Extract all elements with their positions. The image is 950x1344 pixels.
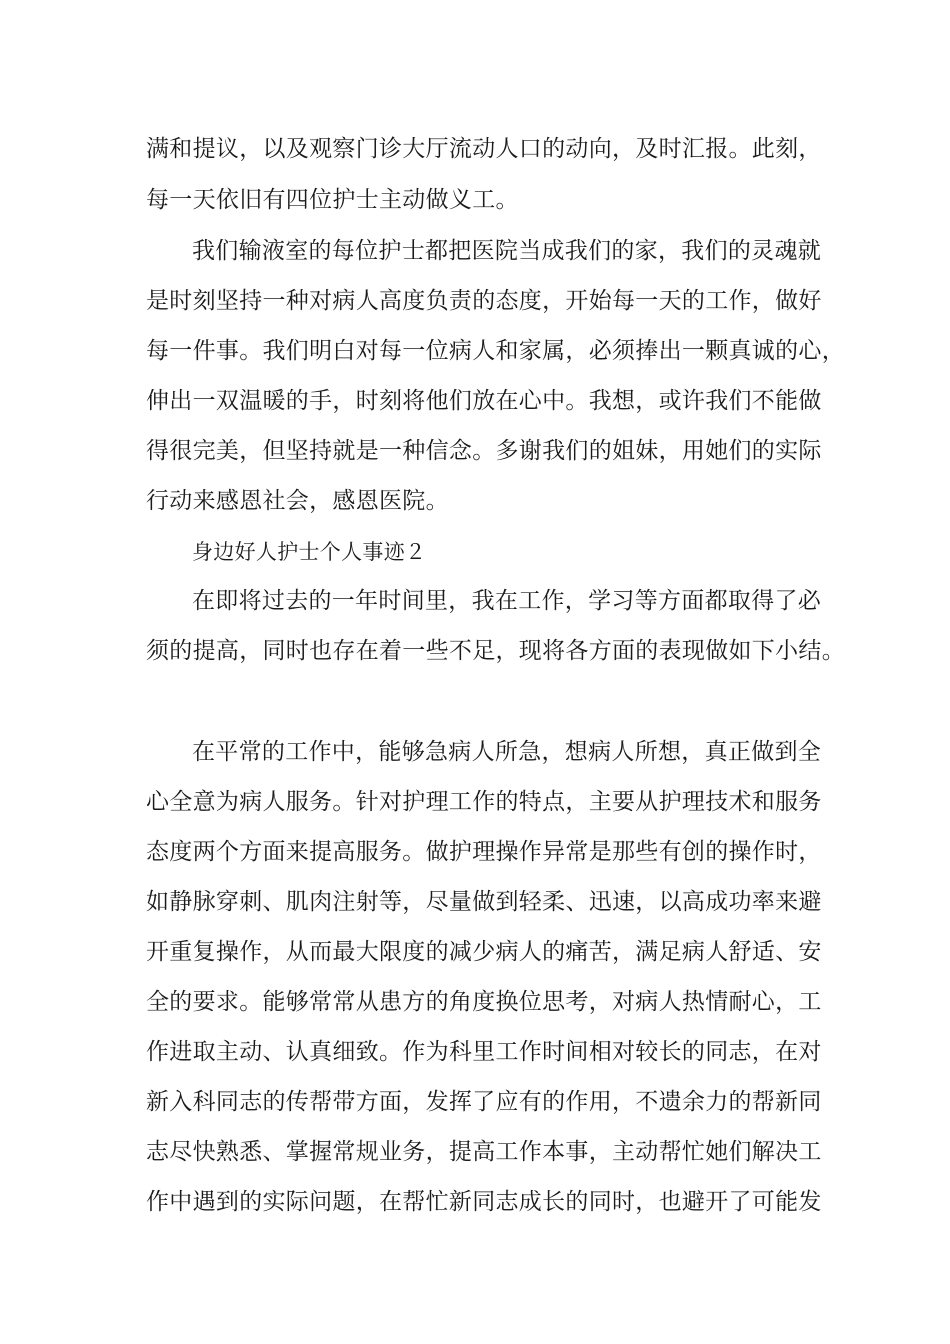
text-line: 全的要求。能够常常从患方的角度换位思考，对病人热情耐心，工 — [146, 989, 822, 1015]
text-line: 志尽快熟悉、掌握常规业务，提高工作本事，主动帮忙她们解决工 — [146, 1139, 822, 1165]
section-heading: 身边好人护士个人事迹２ — [192, 540, 427, 564]
paragraph-first-line: 我们输液室的每位护士都把医院当成我们的家，我们的灵魂就 — [192, 238, 822, 264]
text-line: 新入科同志的传帮带方面，发挥了应有的作用，不遗余力的帮新同 — [146, 1089, 822, 1115]
text-line: 满和提议，以及观察门诊大厅流动人口的动向，及时汇报。此刻， — [146, 136, 822, 162]
text-line: 态度两个方面来提高服务。做护理操作异常是那些有创的操作时， — [146, 839, 822, 865]
text-line: 开重复操作，从而最大限度的减少病人的痛苦，满足病人舒适、安 — [146, 939, 822, 965]
text-line: 须的提高，同时也存在着一些不足，现将各方面的表现做如下小结。 — [146, 638, 845, 664]
text-line: 行动来感恩社会，感恩医院。 — [146, 488, 449, 514]
text-line: 每一件事。我们明白对每一位病人和家属，必须捧出一颗真诚的心， — [146, 338, 845, 364]
text-line: 作进取主动、认真细致。作为科里工作时间相对较长的同志，在对 — [146, 1039, 822, 1065]
text-line: 心全意为病人服务。针对护理工作的特点，主要从护理技术和服务 — [146, 789, 822, 815]
text-line: 每一天依旧有四位护士主动做义工。 — [146, 187, 519, 213]
text-line: 作中遇到的实际问题，在帮忙新同志成长的同时，也避开了可能发 — [146, 1189, 822, 1215]
text-line: 伸出一双温暖的手，时刻将他们放在心中。我想，或许我们不能做 — [146, 388, 822, 414]
text-line: 得很完美，但坚持就是一种信念。多谢我们的姐妹，用她们的实际 — [146, 438, 822, 464]
paragraph-first-line: 在平常的工作中，能够急病人所急，想病人所想，真正做到全 — [192, 739, 822, 765]
text-line: 如静脉穿刺、肌肉注射等，尽量做到轻柔、迅速，以高成功率来避 — [146, 889, 822, 915]
paragraph-first-line: 在即将过去的一年时间里，我在工作，学习等方面都取得了必 — [192, 588, 822, 614]
text-line: 是时刻坚持一种对病人高度负责的态度，开始每一天的工作，做好 — [146, 288, 822, 314]
